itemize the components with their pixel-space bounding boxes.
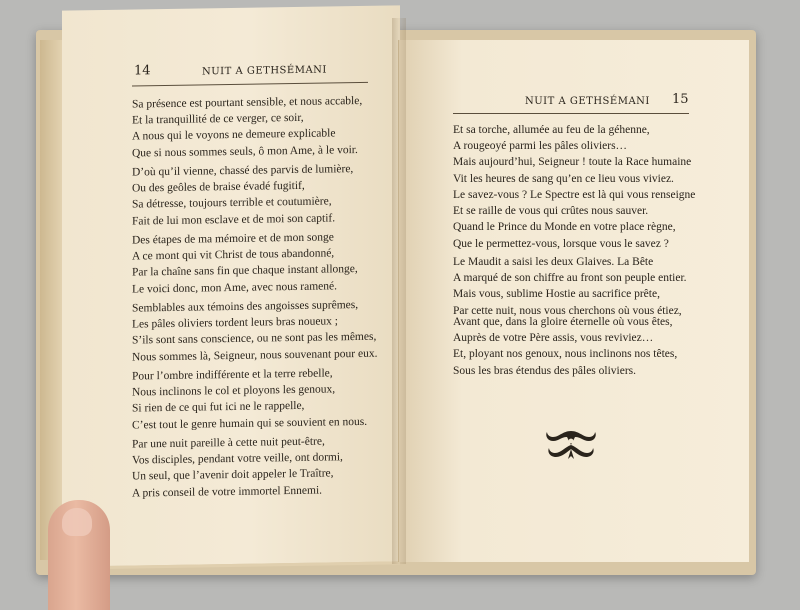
verse-line: Sa détresse, toujours terrible et coutumière,: [132, 195, 332, 211]
verse-line: C’est tout le genre humain qui se souvient en nous.: [132, 415, 368, 432]
stanza-left-1: [132, 93, 362, 161]
verse-line: Mais aujourd’hui, Seigneur ! toute la Race humaine: [453, 156, 692, 169]
verse-line: Nous sommes là, Seigneur, nous souvenant pour eux.: [132, 347, 378, 364]
verse-line: Le Maudit a saisi les deux Glaives. La Bête: [453, 256, 654, 268]
verse-line: Que si nous sommes seuls, ô mon Ame, à le voir.: [132, 143, 358, 160]
left-page: [62, 5, 400, 569]
fleuron-ornament-icon: [541, 425, 601, 465]
page-number-right: 15: [672, 92, 689, 107]
verse-line: Pour l’ombre indifférente et la terre rebelle,: [132, 367, 333, 383]
verse-line: Et la tranquillité de ce verger, ce soir,: [132, 112, 304, 127]
verse-line: Vit les heures de sang qu’en ce lieu vous viviez.: [453, 172, 674, 185]
verse-line: Ou des geôles de braise évadé fugitif,: [132, 180, 305, 195]
stanza-left-5: [132, 365, 367, 434]
running-head-left: NUIT A GETHSÉMANI: [202, 64, 327, 78]
verse-line: Par cette nuit, nous vous cherchons où vous étiez,: [453, 304, 682, 317]
verse-line: Des étapes de ma mémoire et de mon songe: [132, 231, 334, 247]
verse-line: Et se raille de vous qui crûtes nous sauver.: [453, 205, 649, 218]
stanza-right-1: [453, 122, 691, 187]
verse-line: Le voici donc, mon Ame, avec nous ramené.: [132, 279, 338, 296]
header-rule-right: [453, 113, 689, 114]
page-number-left: 14: [134, 63, 151, 79]
stanza-right-3: [453, 254, 687, 319]
verse-line: Les pâles oliviers tordent leurs bras noueux ;: [132, 315, 338, 331]
verse-line: Et sa torche, allumée au feu de la géhenne,: [453, 124, 650, 136]
book-gutter: [392, 18, 406, 564]
verse-line: A marqué de son chiffre au front son peuple entier.: [453, 272, 687, 285]
running-head-right: NUIT A GETHSÉMANI: [525, 96, 650, 107]
verse-line: Par la chaîne sans fin que chaque instant allonge,: [132, 263, 358, 279]
verse-line: Et, ployant nos genoux, nous inclinons nos têtes,: [453, 348, 678, 361]
page-edges: [40, 40, 64, 560]
stanza-right-4: [453, 314, 677, 379]
stanza-left-2: [132, 161, 353, 229]
verse-line: Si rien de ce qui fut ici ne le rappelle,: [132, 400, 305, 415]
header-rule-left: [132, 82, 368, 87]
verse-line: A nous qui le voyons ne demeure explicable: [132, 127, 336, 143]
verse-line: Fait de lui mon esclave et de moi son captif.: [132, 211, 336, 228]
verse-line: Le savez-vous ? Le Spectre est là qui vous renseigne: [453, 189, 696, 201]
stanza-left-6: [132, 433, 343, 501]
verse-line: Mais vous, sublime Hostie au sacrifice prête,: [453, 288, 660, 301]
verse-line: Sous les bras étendus des pâles oliviers.: [453, 364, 637, 377]
verse-line: Sa présence est pourtant sensible, et nous accable,: [132, 94, 363, 111]
verse-line: Nous inclinons le col et ployons les genoux,: [132, 383, 336, 399]
stanza-right-2: [453, 187, 695, 252]
verse-line: A rougeoyé parmi les pâles oliviers…: [453, 140, 628, 153]
verse-line: Auprès de votre Père assis, vous reviviez…: [453, 332, 654, 345]
right-page: [398, 40, 749, 562]
thumbnail: [62, 508, 92, 536]
verse-line: Par une nuit pareille à cette nuit peut-être,: [132, 435, 325, 451]
verse-line: S’ils sont sans conscience, ou ne sont pas les mêmes,: [132, 331, 377, 347]
thumb: [48, 500, 110, 610]
verse-line: Que le permettez-vous, lorsque vous le savez ?: [453, 237, 669, 250]
verse-line: A pris conseil de votre immortel Ennemi.: [132, 484, 323, 500]
verse-line: Un seul, que l’avenir doit appeler le Traître,: [132, 467, 334, 483]
verse-line: Quand le Prince du Monde en votre place règne,: [453, 221, 676, 234]
stanza-left-3: [132, 229, 358, 297]
stanza-left-4: [132, 297, 377, 366]
verse-line: Vos disciples, pendant votre veille, ont dormi,: [132, 451, 343, 467]
verse-line: D’où qu’il vienne, chassé des parvis de lumière,: [132, 163, 354, 179]
verse-line: A ce mont qui vit Christ de tous abandonné,: [132, 247, 335, 263]
verse-line: Semblables aux témoins des angoisses suprêmes,: [132, 299, 359, 315]
verse-line: Avant que, dans la gloire éternelle où vous êtes,: [453, 316, 673, 328]
